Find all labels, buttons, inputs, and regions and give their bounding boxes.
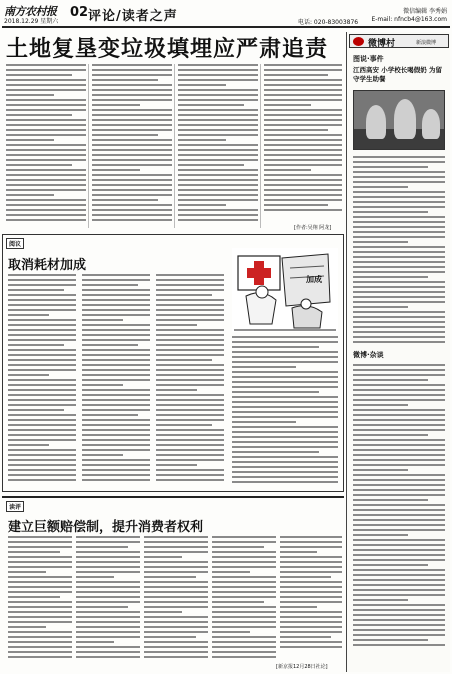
cartoon-drawing	[232, 248, 338, 332]
weibo-title: 微博村	[368, 39, 396, 49]
issue-date: 2018.12.29 星期六	[4, 18, 59, 25]
weibo-header	[349, 34, 449, 48]
second-article-headline: 取消耗材加成	[8, 258, 87, 273]
second-column-4	[232, 336, 338, 486]
section-title: 评论/读者之声	[88, 9, 178, 24]
lead-column-3	[178, 64, 258, 224]
lead-author: [作者:吴翔 阿龙]	[294, 225, 332, 231]
lead-headline: 土地复垦变垃圾填埋应严肃追责	[6, 37, 329, 62]
third-column-1	[8, 536, 72, 661]
editor-credit: 微信编辑 李秀娟	[403, 8, 447, 15]
third-article-headline: 建立巨额赔偿制，提升消费者权利	[8, 520, 204, 535]
third-column-3	[144, 536, 208, 661]
paper-logo: 南方农村报	[4, 5, 57, 18]
sidebar-section-label: 微博·杂谈	[353, 351, 384, 359]
lead-column-4	[264, 64, 342, 214]
sidebar-photo	[353, 90, 445, 150]
lead-column-2	[92, 64, 172, 224]
second-column-1	[8, 274, 76, 484]
third-article-tag: 读评	[6, 501, 24, 512]
masthead	[2, 2, 450, 28]
page-number: 02	[70, 5, 89, 20]
second-column-2	[82, 274, 150, 484]
third-column-5	[280, 536, 342, 651]
cartoon-label: 加成	[306, 275, 322, 284]
editor-email: E-mail: nfncb4@163.com	[371, 16, 447, 23]
third-article-footer: [新京报12月28日社论]	[276, 664, 328, 670]
editorial-cartoon	[232, 248, 338, 332]
third-column-2	[76, 536, 140, 661]
contact-phone: 电话: 020-83003876	[298, 19, 359, 26]
weibo-sidebar	[346, 32, 450, 672]
second-column-3	[156, 274, 224, 484]
weibo-logo-icon	[353, 37, 364, 46]
sidebar-text-2	[353, 364, 445, 649]
weibo-subtitle: 新浪微博	[416, 40, 437, 46]
third-column-4	[212, 536, 276, 661]
sidebar-text-1	[353, 156, 445, 346]
second-article-tag: 阅议	[6, 238, 24, 249]
sidebar-box-label: 图说·事件	[353, 55, 384, 63]
lead-column-1	[6, 64, 86, 224]
sidebar-item-title: 江西高安 小学校长喝假奶 为留守学生助餐	[353, 66, 443, 83]
